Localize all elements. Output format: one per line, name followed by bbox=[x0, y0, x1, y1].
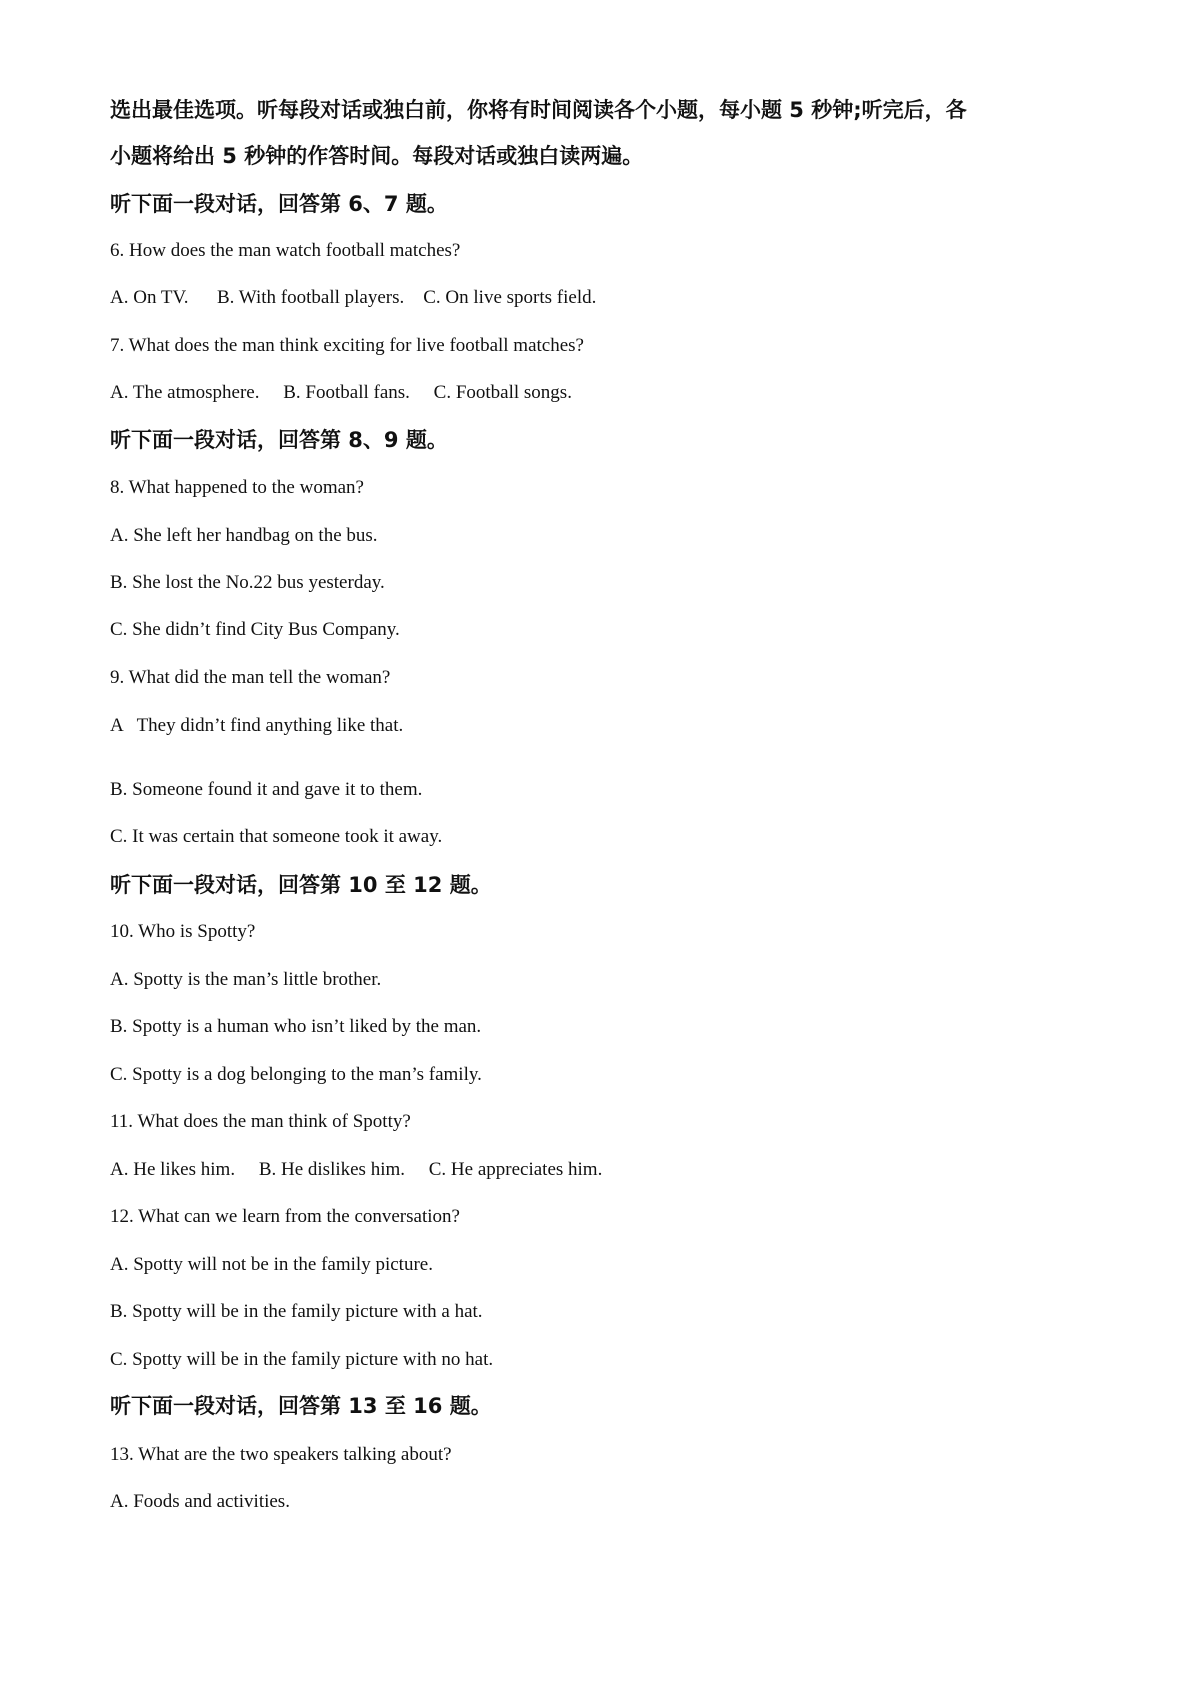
question-9-stem: 9. What did the man tell the woman? bbox=[110, 667, 391, 688]
question-6-options: A. On TV. B. With football players. C. On live sports field. bbox=[110, 287, 597, 308]
question-12-option-b: B. Spotty will be in the family picture with a hat. bbox=[110, 1301, 483, 1322]
question-12-stem: 12. What can we learn from the conversation? bbox=[110, 1206, 460, 1227]
question-9-option-b: B. Someone found it and gave it to them. bbox=[110, 779, 423, 800]
question-8-option-a: A. She left her handbag on the bus. bbox=[110, 525, 378, 546]
question-8-option-c: C. She didn’t find City Bus Company. bbox=[110, 619, 400, 640]
question-7-options: A. The atmosphere. B. Football fans. C. Football songs. bbox=[110, 382, 572, 403]
question-12-option-a: A. Spotty will not be in the family picture. bbox=[110, 1254, 433, 1275]
section-heading-8-9: 听下面一段对话，回答第 8、9 题。 bbox=[110, 428, 448, 452]
question-10-option-a: A. Spotty is the man’s little brother. bbox=[110, 969, 382, 990]
question-9-option-a: A They didn’t find anything like that. bbox=[110, 715, 404, 736]
question-8-option-b: B. She lost the No.22 bus yesterday. bbox=[110, 572, 385, 593]
question-10-option-c: C. Spotty is a dog belonging to the man’s family. bbox=[110, 1064, 482, 1085]
question-10-stem: 10. Who is Spotty? bbox=[110, 921, 256, 942]
question-9-option-c: C. It was certain that someone took it away. bbox=[110, 826, 443, 847]
question-12-option-c: C. Spotty will be in the family picture with no hat. bbox=[110, 1349, 494, 1370]
section-heading-6-7: 听下面一段对话，回答第 6、7 题。 bbox=[110, 192, 448, 216]
question-13-option-a: A. Foods and activities. bbox=[110, 1491, 290, 1512]
section-heading-10-12: 听下面一段对话，回答第 10 至 12 题。 bbox=[110, 873, 492, 897]
instructions-line-1: 选出最佳选项。听每段对话或独白前，你将有时间阅读各个小题，每小题 5 秒钟;听完后，各 bbox=[110, 98, 967, 122]
question-11-options: A. He likes him. B. He dislikes him. C. He appreciates him. bbox=[110, 1159, 603, 1180]
question-6-stem: 6. How does the man watch football matches? bbox=[110, 240, 461, 261]
question-13-stem: 13. What are the two speakers talking about? bbox=[110, 1444, 452, 1465]
question-11-stem: 11. What does the man think of Spotty? bbox=[110, 1111, 411, 1132]
section-heading-13-16: 听下面一段对话，回答第 13 至 16 题。 bbox=[110, 1394, 492, 1418]
question-10-option-b: B. Spotty is a human who isn’t liked by the man. bbox=[110, 1016, 482, 1037]
question-7-stem: 7. What does the man think exciting for live football matches? bbox=[110, 335, 584, 356]
instructions-line-2: 小题将给出 5 秒钟的作答时间。每段对话或独白读两遍。 bbox=[110, 144, 644, 168]
question-8-stem: 8. What happened to the woman? bbox=[110, 477, 364, 498]
